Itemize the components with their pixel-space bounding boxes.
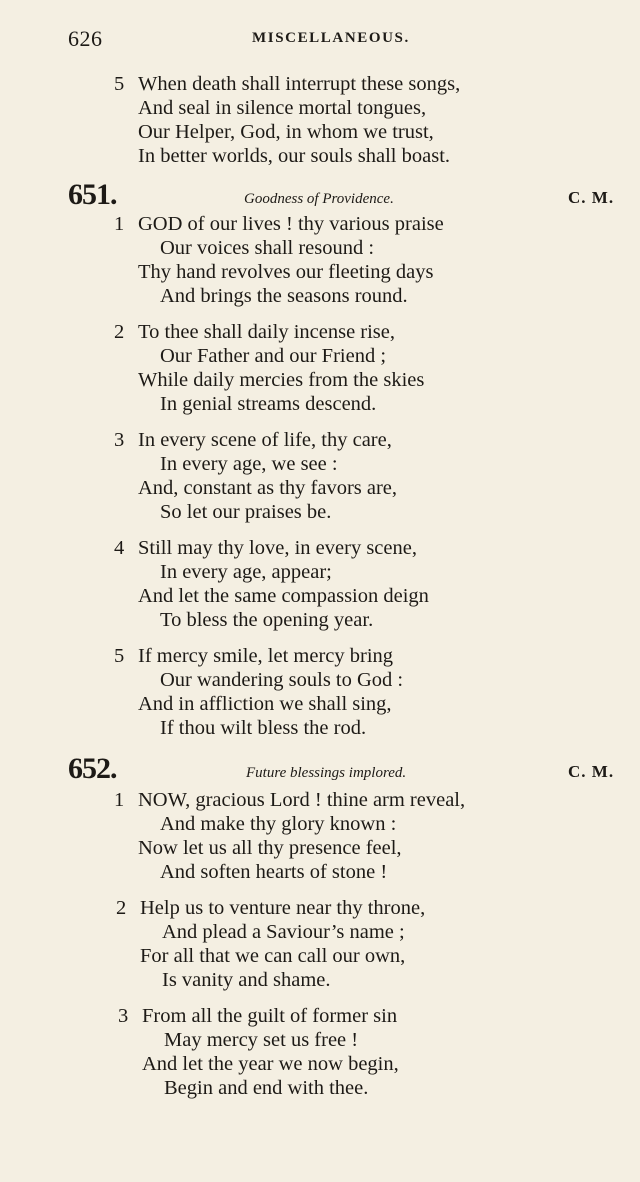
stanza-number: 4 <box>114 537 125 559</box>
stanza-number: 3 <box>118 1005 129 1027</box>
hymn-number: 652. <box>68 752 117 785</box>
stanza-line: GOD of our lives ! thy various praise <box>138 213 444 235</box>
stanza-line: Our Helper, God, in whom we trust, <box>138 121 434 143</box>
stanza-number: 5 <box>114 645 125 667</box>
stanza-line: Still may thy love, in every scene, <box>138 537 417 559</box>
stanza-line: In every age, appear; <box>160 561 332 583</box>
stanza-number: 3 <box>114 429 125 451</box>
stanza-line: Our wandering souls to God : <box>160 669 404 691</box>
stanza-line: Is vanity and shame. <box>162 969 331 991</box>
stanza-number: 1 <box>114 213 125 235</box>
hymn-meter: C. M. <box>568 762 615 781</box>
stanza-line: And soften hearts of stone ! <box>160 861 388 883</box>
stanza-line: May mercy set us free ! <box>164 1029 359 1051</box>
stanza-line: For all that we can call our own, <box>140 945 406 967</box>
stanza-line: In genial streams descend. <box>160 393 377 415</box>
stanza-number: 2 <box>114 321 125 343</box>
stanza-line: And make thy glory known : <box>160 813 397 835</box>
hymn-title: Future blessings implored. <box>246 765 407 781</box>
stanza-line: In every age, we see : <box>160 453 338 475</box>
stanza-line: And let the year we now begin, <box>142 1053 399 1075</box>
stanza-line: When death shall interrupt these songs, <box>138 73 461 95</box>
section-title: MISCELLANEOUS. <box>252 30 410 46</box>
stanza-line: And in affliction we shall sing, <box>138 693 392 715</box>
stanza-line: And brings the seasons round. <box>160 285 408 307</box>
stanza-line: And plead a Saviour’s name ; <box>162 921 405 943</box>
page-number: 626 <box>68 26 103 51</box>
stanza-line: NOW, gracious Lord ! thine arm reveal, <box>138 789 466 811</box>
stanza-line: And seal in silence mortal tongues, <box>138 97 427 119</box>
hymn-title: Goodness of Providence. <box>244 191 394 207</box>
stanza-line: If mercy smile, let mercy bring <box>138 645 394 667</box>
hymn-meter: C. M. <box>568 188 615 207</box>
stanza-line: And let the same compassion deign <box>138 585 429 607</box>
stanza-line: In better worlds, our souls shall boast. <box>138 145 451 167</box>
stanza-number: 2 <box>116 897 127 919</box>
stanza-line: Now let us all thy presence feel, <box>138 837 402 859</box>
stanza-line: And, constant as thy favors are, <box>138 477 398 499</box>
stanza-line: From all the guilt of former sin <box>142 1005 398 1027</box>
stanza-line: To bless the opening year. <box>160 609 374 631</box>
stanza-line: Begin and end with thee. <box>164 1077 369 1099</box>
stanza-number: 1 <box>114 789 125 811</box>
stanza-line: To thee shall daily incense rise, <box>138 321 396 343</box>
running-head <box>0 26 640 52</box>
hymn-heading <box>0 754 640 784</box>
stanza-line: Thy hand revolves our fleeting days <box>138 261 434 283</box>
hymn-number: 651. <box>68 178 117 211</box>
stanza-line: While daily mercies from the skies <box>138 369 425 391</box>
stanza-line: Help us to venture near thy throne, <box>140 897 426 919</box>
stanza-number: 5 <box>114 73 125 95</box>
stanza-line: If thou wilt bless the rod. <box>160 717 367 739</box>
stanza-line: So let our praises be. <box>160 501 332 523</box>
hymn-heading <box>0 180 640 210</box>
stanza-line: Our Father and our Friend ; <box>160 345 387 367</box>
stanza-line: In every scene of life, thy care, <box>138 429 392 451</box>
stanza-line: Our voices shall resound : <box>160 237 375 259</box>
